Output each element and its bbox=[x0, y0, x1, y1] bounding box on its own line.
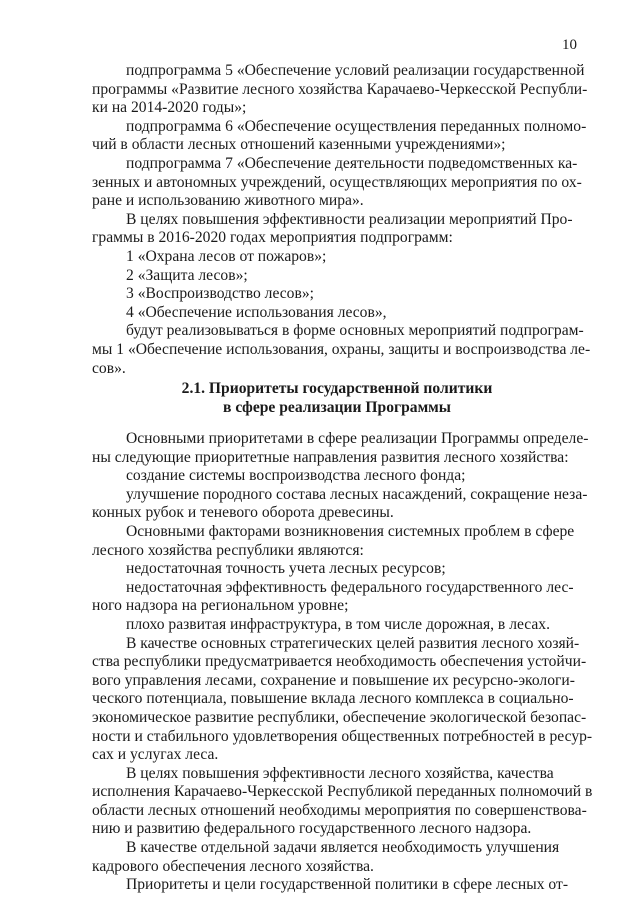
text-line: плохо развитая инфраструктура, в том числе дорожная, в лесах. bbox=[126, 615, 551, 633]
text-line: конных рубок и теневого оборота древесины. bbox=[92, 504, 394, 522]
text-line: создание системы воспроизводства лесного фонда; bbox=[126, 467, 466, 485]
text-line: В целях повышения эффективности лесного хозяйства, качества bbox=[126, 764, 554, 782]
text-line: ства республики предусматривается необходимость обеспечения устойчи- bbox=[92, 653, 587, 671]
text-line: вого управления лесами, сохранение и повышение их ресурсно-экологи- bbox=[92, 671, 575, 689]
text-line: 4 «Обеспечение использования лесов», bbox=[126, 303, 387, 321]
section-heading-line-2: в сфере реализации Программы bbox=[223, 399, 451, 416]
text-line: 2 «Защита лесов»; bbox=[126, 266, 248, 284]
text-block-priorities bbox=[92, 430, 593, 895]
text-line: недостаточная точность учета лесных ресурсов; bbox=[126, 560, 446, 578]
text-line: Основными факторами возникновения системных проблем в сфере bbox=[126, 522, 575, 540]
text-line: области лесных отношений необходимы мероприятия по совершенствова- bbox=[92, 801, 587, 819]
section-heading bbox=[92, 379, 582, 417]
section-heading-line-1: 2.1. Приоритеты государственной политики bbox=[181, 380, 493, 397]
text-line: ческого потенциала, повышение вклада лесного комплекса в социально- bbox=[92, 690, 574, 708]
text-line: улучшение породного состава лесных насаждений, сокращение неза- bbox=[126, 485, 588, 503]
text-line: программы «Развитие лесного хозяйства Карачаево-Черкесской Республи- bbox=[92, 80, 588, 98]
text-line: Основными приоритетами в сфере реализации Программы определе- bbox=[126, 430, 589, 447]
text-line: будут реализовываться в форме основных мероприятий подпрограм- bbox=[126, 322, 584, 340]
text-line: лесного хозяйства республики являются: bbox=[92, 541, 364, 559]
text-line: В целях повышения эффективности реализации мероприятий Про- bbox=[126, 210, 573, 228]
text-line: 1 «Охрана лесов от пожаров»; bbox=[126, 247, 327, 265]
text-line: экономическое развитие республики, обеспечение экологической безопас- bbox=[92, 708, 587, 726]
text-line: ны следующие приоритетные направления развития лесного хозяйства: bbox=[92, 448, 569, 466]
text-line: ране и использованию животного мира». bbox=[92, 192, 364, 210]
text-line: ки на 2014-2020 годы»; bbox=[92, 99, 247, 117]
text-line: В качестве отдельной задачи является необходимость улучшения bbox=[126, 839, 560, 857]
text-line: нию и развитию федерального государственного лесного надзора. bbox=[92, 820, 532, 838]
text-line: исполнения Карачаево-Черкесской Республикой переданных полномочий в bbox=[92, 783, 593, 801]
text-line: подпрограмма 6 «Обеспечение осуществления переданных полномо- bbox=[126, 117, 587, 135]
text-line: Приоритеты и цели государственной политики в сфере лесных от- bbox=[126, 876, 569, 894]
text-line: ности и стабильного удовлетворения общественных потребностей в ресур- bbox=[92, 727, 593, 745]
text-line: В качестве основных стратегических целей развития лесного хозяй- bbox=[126, 634, 580, 652]
text-line: мы 1 «Обеспечение использования, охраны, защиты и воспроизводства ле- bbox=[92, 340, 591, 358]
page-number: 10 bbox=[562, 37, 577, 53]
text-line: сов». bbox=[92, 359, 126, 377]
text-block-subprograms bbox=[92, 62, 591, 378]
text-line: граммы в 2016-2020 годах мероприятия подпрограмм: bbox=[92, 229, 453, 247]
text-line: зенных и автономных учреждений, осуществляющих мероприятия по ох- bbox=[92, 173, 582, 191]
text-line: сах и услугах леса. bbox=[92, 746, 219, 764]
text-line: кадрового обеспечения лесного хозяйства. bbox=[92, 857, 374, 875]
text-line: чий в области лесных отношений казенными учреждениями»; bbox=[92, 136, 506, 154]
text-line: 3 «Воспроизводство лесов»; bbox=[126, 285, 314, 303]
text-line: недостаточная эффективность федерального государственного лес- bbox=[126, 578, 574, 596]
text-line: ного надзора на региональном уровне; bbox=[92, 597, 349, 615]
text-line: подпрограмма 5 «Обеспечение условий реализации государственной bbox=[126, 62, 585, 79]
text-line: подпрограмма 7 «Обеспечение деятельности подведомственных ка- bbox=[126, 154, 578, 172]
